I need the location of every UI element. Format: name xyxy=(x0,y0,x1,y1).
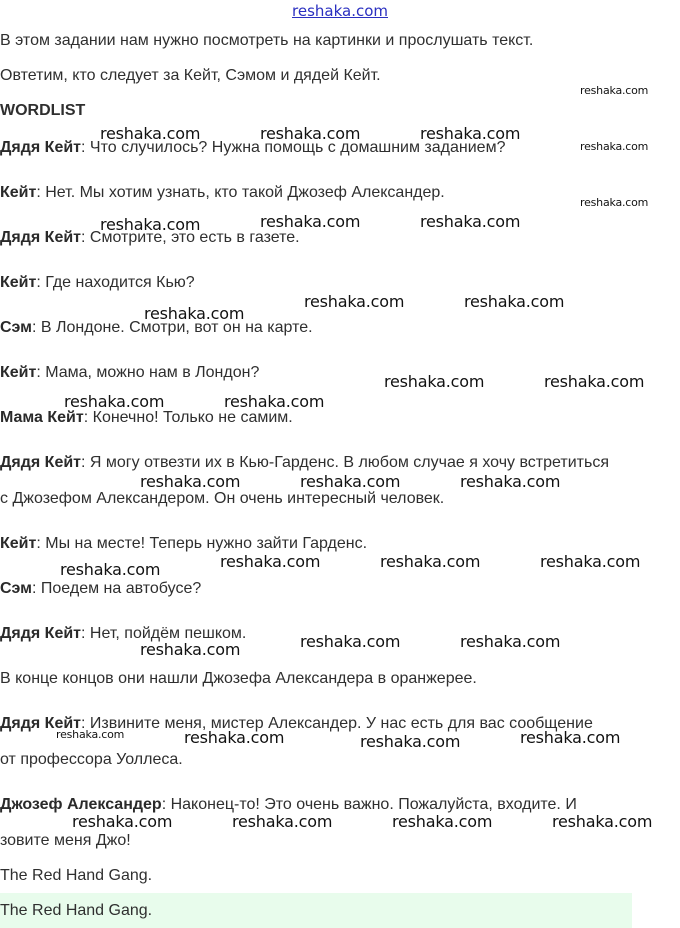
line-text: : Конечно! Только не самим. xyxy=(83,409,293,426)
watermark: reshaka.com xyxy=(232,812,333,831)
footer-title-highlighted: The Red Hand Gang. xyxy=(0,902,153,919)
watermark: reshaka.com xyxy=(420,212,521,231)
watermark: reshaka.com xyxy=(56,728,125,741)
dialogue-line xyxy=(0,273,195,293)
watermark: reshaka.com xyxy=(260,212,361,231)
watermark: reshaka.com xyxy=(304,292,405,311)
watermark: reshaka.com xyxy=(552,812,653,831)
line-text: : Мы на месте! Теперь нужно зайти Гарденс. xyxy=(36,535,368,552)
watermark: reshaka.com xyxy=(580,84,649,97)
watermark: reshaka.com xyxy=(420,124,521,143)
line-text: : Я могу отвезти их в Кью-Гарденс. В любом случае я хочу встретиться xyxy=(81,454,609,471)
speaker-name: Мама Кейт xyxy=(0,409,84,426)
dialogue-line xyxy=(0,534,367,554)
watermark: reshaka.com xyxy=(380,552,481,571)
intro-line-1: В этом задании нам нужно посмотреть на картинки и прослушать текст. xyxy=(0,32,534,49)
dialogue-line xyxy=(0,453,609,473)
dialogue-line xyxy=(0,579,201,599)
wordlist-heading: WORDLIST xyxy=(0,102,86,119)
line-text: : В Лондоне. Смотри, вот он на карте. xyxy=(32,319,313,336)
watermark: reshaka.com xyxy=(224,392,325,411)
speaker-name: Кейт xyxy=(0,274,37,291)
line-text: : Нет. Мы хотим узнать, кто такой Джозеф Александер. xyxy=(36,184,445,201)
watermark: reshaka.com xyxy=(184,728,285,747)
speaker-name: Кейт xyxy=(0,364,37,381)
watermark: reshaka.com xyxy=(300,472,401,491)
line-text: с Джозефом Александером. Он очень интересный человек. xyxy=(0,490,445,507)
watermark: reshaka.com xyxy=(392,812,493,831)
line-text: : Нет, пойдём пешком. xyxy=(81,625,247,642)
line-text: зовите меня Джо! xyxy=(0,832,131,849)
dialogue-line xyxy=(0,408,293,428)
speaker-name: Джозеф Александер xyxy=(0,796,162,813)
speaker-name: Дядя Кейт xyxy=(0,139,82,156)
watermark: reshaka.com xyxy=(100,124,201,143)
dialogue-line xyxy=(0,669,477,689)
watermark: reshaka.com xyxy=(72,812,173,831)
watermark: reshaka.com xyxy=(220,552,321,571)
speaker-name: Сэм xyxy=(0,580,33,597)
footer-title: The Red Hand Gang. xyxy=(0,867,153,884)
speaker-name: Дядя Кейт xyxy=(0,229,82,246)
watermark: reshaka.com xyxy=(60,560,161,579)
line-text: : Мама, можно нам в Лондон? xyxy=(36,364,260,381)
watermark: reshaka.com xyxy=(544,372,645,391)
speaker-name: Кейт xyxy=(0,535,37,552)
watermark: reshaka.com xyxy=(580,196,649,209)
line-text: : Смотрите, это есть в газете. xyxy=(81,229,300,246)
watermark: reshaka.com xyxy=(100,215,201,234)
line-text: : Где находится Кью? xyxy=(36,274,195,291)
dialogue-line xyxy=(0,750,183,770)
watermark: reshaka.com xyxy=(540,552,641,571)
watermark: reshaka.com xyxy=(464,292,565,311)
watermark: reshaka.com xyxy=(460,632,561,651)
line-text: В конце концов они нашли Джозефа Александера в оранжерее. xyxy=(0,670,477,687)
watermark: reshaka.com xyxy=(260,124,361,143)
site-brand-link[interactable]: reshaka.com xyxy=(292,2,388,20)
speaker-name: Сэм xyxy=(0,319,33,336)
watermark: reshaka.com xyxy=(144,304,245,323)
dialogue-line xyxy=(0,489,444,509)
dialogue-line xyxy=(0,831,131,851)
line-text: : Наконец-то! Это очень важно. Пожалуйста, входите. И xyxy=(161,796,577,813)
line-text: : Что случилось? Нужна помощь с домашним заданием? xyxy=(81,139,506,156)
speaker-name: Дядя Кейт xyxy=(0,625,82,642)
watermark: reshaka.com xyxy=(300,632,401,651)
line-text: : Извините меня, мистер Александер. У нас есть для вас сообщение xyxy=(81,715,593,732)
watermark: reshaka.com xyxy=(520,728,621,747)
watermark: reshaka.com xyxy=(460,472,561,491)
speaker-name: Дядя Кейт xyxy=(0,454,82,471)
watermark: reshaka.com xyxy=(580,140,649,153)
watermark: reshaka.com xyxy=(140,640,241,659)
watermark: reshaka.com xyxy=(360,732,461,751)
line-text: : Поедем на автобусе? xyxy=(32,580,202,597)
intro-line-2: Овтетим, кто следует за Кейт, Сэмом и дядей Кейт. xyxy=(0,67,381,84)
dialogue-line xyxy=(0,363,259,383)
speaker-name: Дядя Кейт xyxy=(0,715,82,732)
speaker-name: Кейт xyxy=(0,184,37,201)
watermark: reshaka.com xyxy=(64,392,165,411)
dialogue-line xyxy=(0,183,445,203)
watermark: reshaka.com xyxy=(384,372,485,391)
watermark: reshaka.com xyxy=(140,472,241,491)
line-text: от профессора Уоллеса. xyxy=(0,751,183,768)
